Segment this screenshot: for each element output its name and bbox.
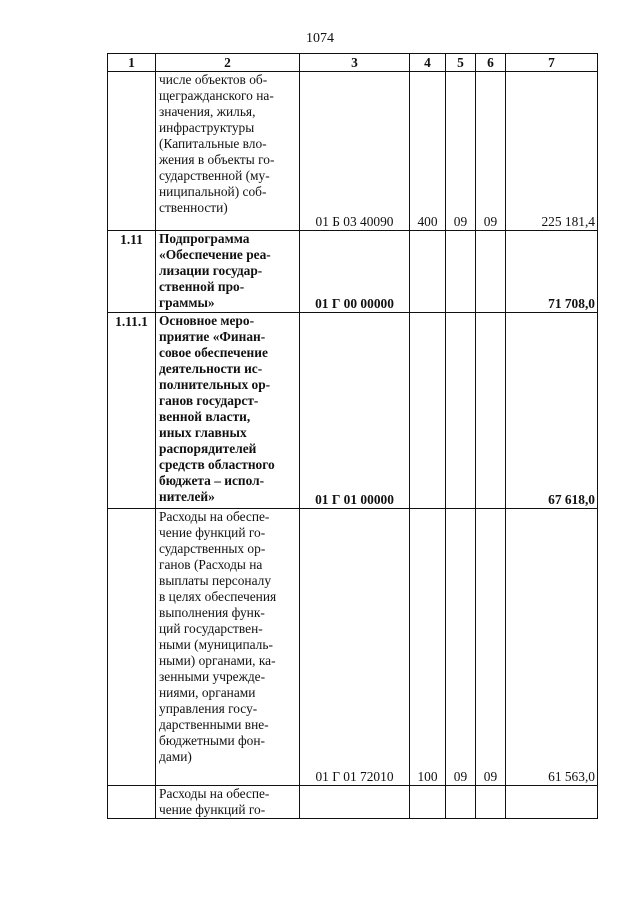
table-body bbox=[108, 72, 598, 819]
description-line: лизации государ- bbox=[159, 263, 263, 278]
table-row bbox=[108, 72, 598, 231]
column-header: 7 bbox=[506, 54, 598, 72]
table-row bbox=[108, 313, 598, 509]
table-row bbox=[108, 231, 598, 313]
description-line: иных главных bbox=[159, 425, 247, 440]
description-line: числе объектов об- bbox=[159, 72, 268, 87]
section-cell bbox=[446, 786, 476, 819]
amount-cell: 61 563,0 bbox=[506, 509, 598, 786]
description-line: ными (муниципаль- bbox=[159, 637, 273, 652]
description-cell bbox=[156, 786, 300, 819]
description-line: ганов государст- bbox=[159, 393, 259, 408]
description-line: ниципальной) соб- bbox=[159, 184, 267, 199]
description-line: ственной про- bbox=[159, 279, 245, 294]
description-line: Основное меро- bbox=[159, 313, 255, 328]
expense-type-cell bbox=[410, 786, 446, 819]
description-line: средств областного bbox=[159, 457, 275, 472]
description-line: Расходы на обеспе- bbox=[159, 786, 270, 801]
target-article-code-cell: 01 Г 01 72010 bbox=[300, 509, 410, 786]
table-row bbox=[108, 786, 598, 819]
description-line: дами) bbox=[159, 749, 192, 764]
section-cell: 09 bbox=[446, 72, 476, 231]
description-line: значения, жилья, bbox=[159, 104, 256, 119]
description-cell bbox=[156, 313, 300, 509]
amount-cell: 71 708,0 bbox=[506, 231, 598, 313]
description-line: ниями, органами bbox=[159, 685, 256, 700]
description-line: распорядителей bbox=[159, 441, 257, 456]
subsection-cell bbox=[476, 231, 506, 313]
description-line: выплаты персоналу bbox=[159, 573, 272, 588]
description-line: управления госу- bbox=[159, 701, 258, 716]
amount-cell: 225 181,4 bbox=[506, 72, 598, 231]
table-header-row bbox=[108, 54, 598, 72]
target-article-code-cell: 01 Г 01 00000 bbox=[300, 313, 410, 509]
description-line: Расходы на обеспе- bbox=[159, 509, 270, 524]
column-header: 5 bbox=[446, 54, 476, 72]
description-cell bbox=[156, 231, 300, 313]
description-line: ганов (Расходы на bbox=[159, 557, 263, 572]
description-line: (Капитальные вло- bbox=[159, 136, 267, 151]
expense-type-cell bbox=[410, 313, 446, 509]
column-header: 1 bbox=[108, 54, 156, 72]
page-number: 1074 bbox=[306, 31, 334, 46]
subsection-cell: 09 bbox=[476, 72, 506, 231]
table-row bbox=[108, 509, 598, 786]
subsection-cell bbox=[476, 313, 506, 509]
description-line: приятие «Финан- bbox=[159, 329, 266, 344]
section-cell bbox=[446, 231, 476, 313]
section-cell bbox=[446, 313, 476, 509]
section-cell: 09 bbox=[446, 509, 476, 786]
description-line: дарственными вне- bbox=[159, 717, 269, 732]
description-line: щегражданского на- bbox=[159, 88, 274, 103]
description-line: «Обеспечение реа- bbox=[159, 247, 271, 262]
description-line: чение функций го- bbox=[159, 525, 266, 540]
description-line: сударственных ор- bbox=[159, 541, 266, 556]
column-header: 2 bbox=[156, 54, 300, 72]
expense-type-cell: 400 bbox=[410, 72, 446, 231]
description-line: выполнения функ- bbox=[159, 605, 265, 620]
target-article-code-cell bbox=[300, 786, 410, 819]
description-line: в целях обеспечения bbox=[159, 589, 277, 604]
amount-cell bbox=[506, 786, 598, 819]
target-article-code-cell: 01 Г 00 00000 bbox=[300, 231, 410, 313]
description-line: ственности) bbox=[159, 200, 228, 215]
description-line: зенными учрежде- bbox=[159, 669, 266, 684]
row-number-cell bbox=[108, 786, 156, 819]
row-number-cell: 1.11.1 bbox=[108, 313, 156, 509]
column-header: 3 bbox=[300, 54, 410, 72]
description-cell bbox=[156, 72, 300, 231]
row-number-cell bbox=[108, 509, 156, 786]
description-line: Подпрограмма bbox=[159, 231, 250, 246]
description-line: нителей» bbox=[159, 489, 215, 504]
description-line: венной власти, bbox=[159, 409, 251, 424]
subsection-cell: 09 bbox=[476, 509, 506, 786]
description-line: бюджета – испол- bbox=[159, 473, 265, 488]
description-line: ными) органами, ка- bbox=[159, 653, 276, 668]
description-line: чение функций го- bbox=[159, 802, 266, 817]
description-cell bbox=[156, 509, 300, 786]
description-line: граммы» bbox=[159, 295, 215, 310]
description-line: ций государствен- bbox=[159, 621, 263, 636]
description-line: жения в объекты го- bbox=[159, 152, 275, 167]
column-header: 6 bbox=[476, 54, 506, 72]
column-header: 4 bbox=[410, 54, 446, 72]
subsection-cell bbox=[476, 786, 506, 819]
description-line: инфраструктуры bbox=[159, 120, 255, 135]
description-line: деятельности ис- bbox=[159, 361, 263, 376]
expense-type-cell: 100 bbox=[410, 509, 446, 786]
target-article-code-cell: 01 Б 03 40090 bbox=[300, 72, 410, 231]
description-line: совое обеспечение bbox=[159, 345, 268, 360]
description-line: сударственной (му- bbox=[159, 168, 270, 183]
row-number-cell: 1.11 bbox=[108, 231, 156, 313]
expense-type-cell bbox=[410, 231, 446, 313]
row-number-cell bbox=[108, 72, 156, 231]
budget-table bbox=[107, 53, 598, 819]
description-line: полнительных ор- bbox=[159, 377, 271, 392]
amount-cell: 67 618,0 bbox=[506, 313, 598, 509]
description-line: бюджетными фон- bbox=[159, 733, 265, 748]
